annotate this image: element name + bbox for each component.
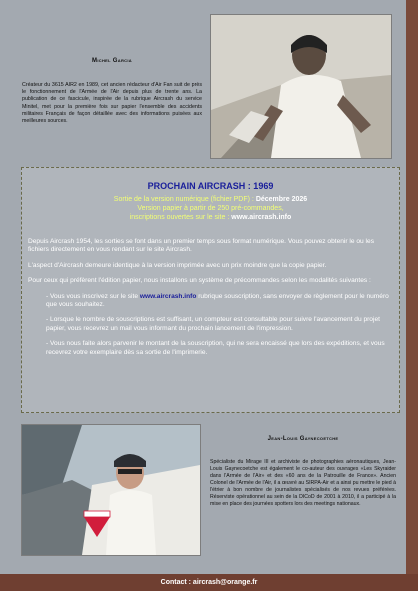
release-date: Décembre 2026 (255, 196, 308, 203)
author-name-gaynecoetche: Jean-Louis Gaynecoetche (267, 436, 339, 442)
announcement-paragraph-1: Depuis Aircrash 1954, les sorties se font dans un premier temps sous format numérique. Vous pouvez obtenir le ou les fichiers directement en vous rendant sur le site Aircrash. (28, 238, 374, 254)
release-paper-text: Version papier à partir de 250 pré-commandes, (137, 205, 284, 212)
author-text-gaynecoetche: Spécialiste du Mirage III et archiviste de photographies aéronautiques, Jean-Louis Gaynecoetche est également le co-auteur des ouvrages «Les Skyraider dans l'Armée de l'Air» et des «60 ans de la Patrouille de France». Ancien Colonel de l'Armée de l'Air, il a œuvré au SIRPA-Air et a ainsi pu mettre le pied à l'étrier à bon nombre de journalistes spécialisés de nos revues préférées. Réserviste opérationnel au sein de la DICoD de 2001 à 2010, il a participé à la mise en place des journées spotters lors des meetings nationaux. (210, 459, 396, 507)
announcement-step-1 (28, 293, 396, 310)
announcement-release-info (22, 195, 399, 222)
announcement-step-2: - Lorsque le nombre de souscriptions est suffisant, un compteur est consultable pour suivre l'avancement du projet papier, vous recevrez un mail vous informant du prochain lancement de l'impression. (46, 316, 380, 332)
announcement-paragraph-2: L'aspect d'Aircrash demeure identique à la version imprimée avec un prix moindre que la copie papier. (28, 261, 327, 269)
release-digital-text: Sortie de la version numérique (fichier PDF) : (113, 196, 254, 203)
author-bio-garcia (22, 16, 202, 125)
announcement-title: PROCHAIN AIRCRASH : 1969 (147, 181, 274, 191)
photo-garcia-illustration (211, 15, 391, 158)
author-text-garcia: Créateur du 3615 AIR2 en 1989, cet ancien rédacteur d'Air Fan suit de près le fonctionnement de l'Armée de l'Air depuis plus de trente ans. La publication de ce fascicule, inspirée de la rubrique Aircrash du service Minitel, met pour la première fois sur papier l'ensemble des accidents militaires Français de façon détaillée avec des informations puisées aux meilleures sources. (22, 82, 202, 125)
step-1-post: rubrique souscription, sans envoyer de règlement pour le numéro que vous souhaitez. (46, 292, 389, 309)
photo-michel-garcia (210, 14, 392, 159)
photo-gaynecoetche-illustration (22, 425, 200, 555)
release-site-link[interactable]: www.aircrash.info (231, 214, 292, 221)
author-bio-gaynecoetche (210, 436, 396, 508)
contact-email[interactable]: Contact : aircrash@orange.fr (160, 579, 258, 586)
announcement-paragraph-3: Pour ceux qui préfèrent l'édition papier, nous installons un système de précommandes selon les modalités suivantes : (28, 277, 371, 285)
author-name-garcia: Michel Garcia (92, 58, 132, 64)
release-signup-text: inscriptions ouvertes sur le site : (129, 214, 230, 221)
footer (0, 574, 418, 591)
step-1-pre: - Vous vous inscrivez sur le site (46, 292, 138, 300)
next-aircrash-announcement (21, 167, 400, 413)
step-1-site-link[interactable]: www.aircrash.info (139, 292, 197, 300)
page-edge-strip (406, 0, 418, 591)
announcement-step-3: - Vous nous faite alors parvenir le montant de la souscription, qui ne sera encaissé que lors des expéditions, et vous recevrez votre exemplaire dès sa sortie de l'imprimerie. (46, 340, 385, 356)
announcement-body (28, 238, 396, 364)
photo-jean-louis-gaynecoetche (21, 424, 201, 556)
